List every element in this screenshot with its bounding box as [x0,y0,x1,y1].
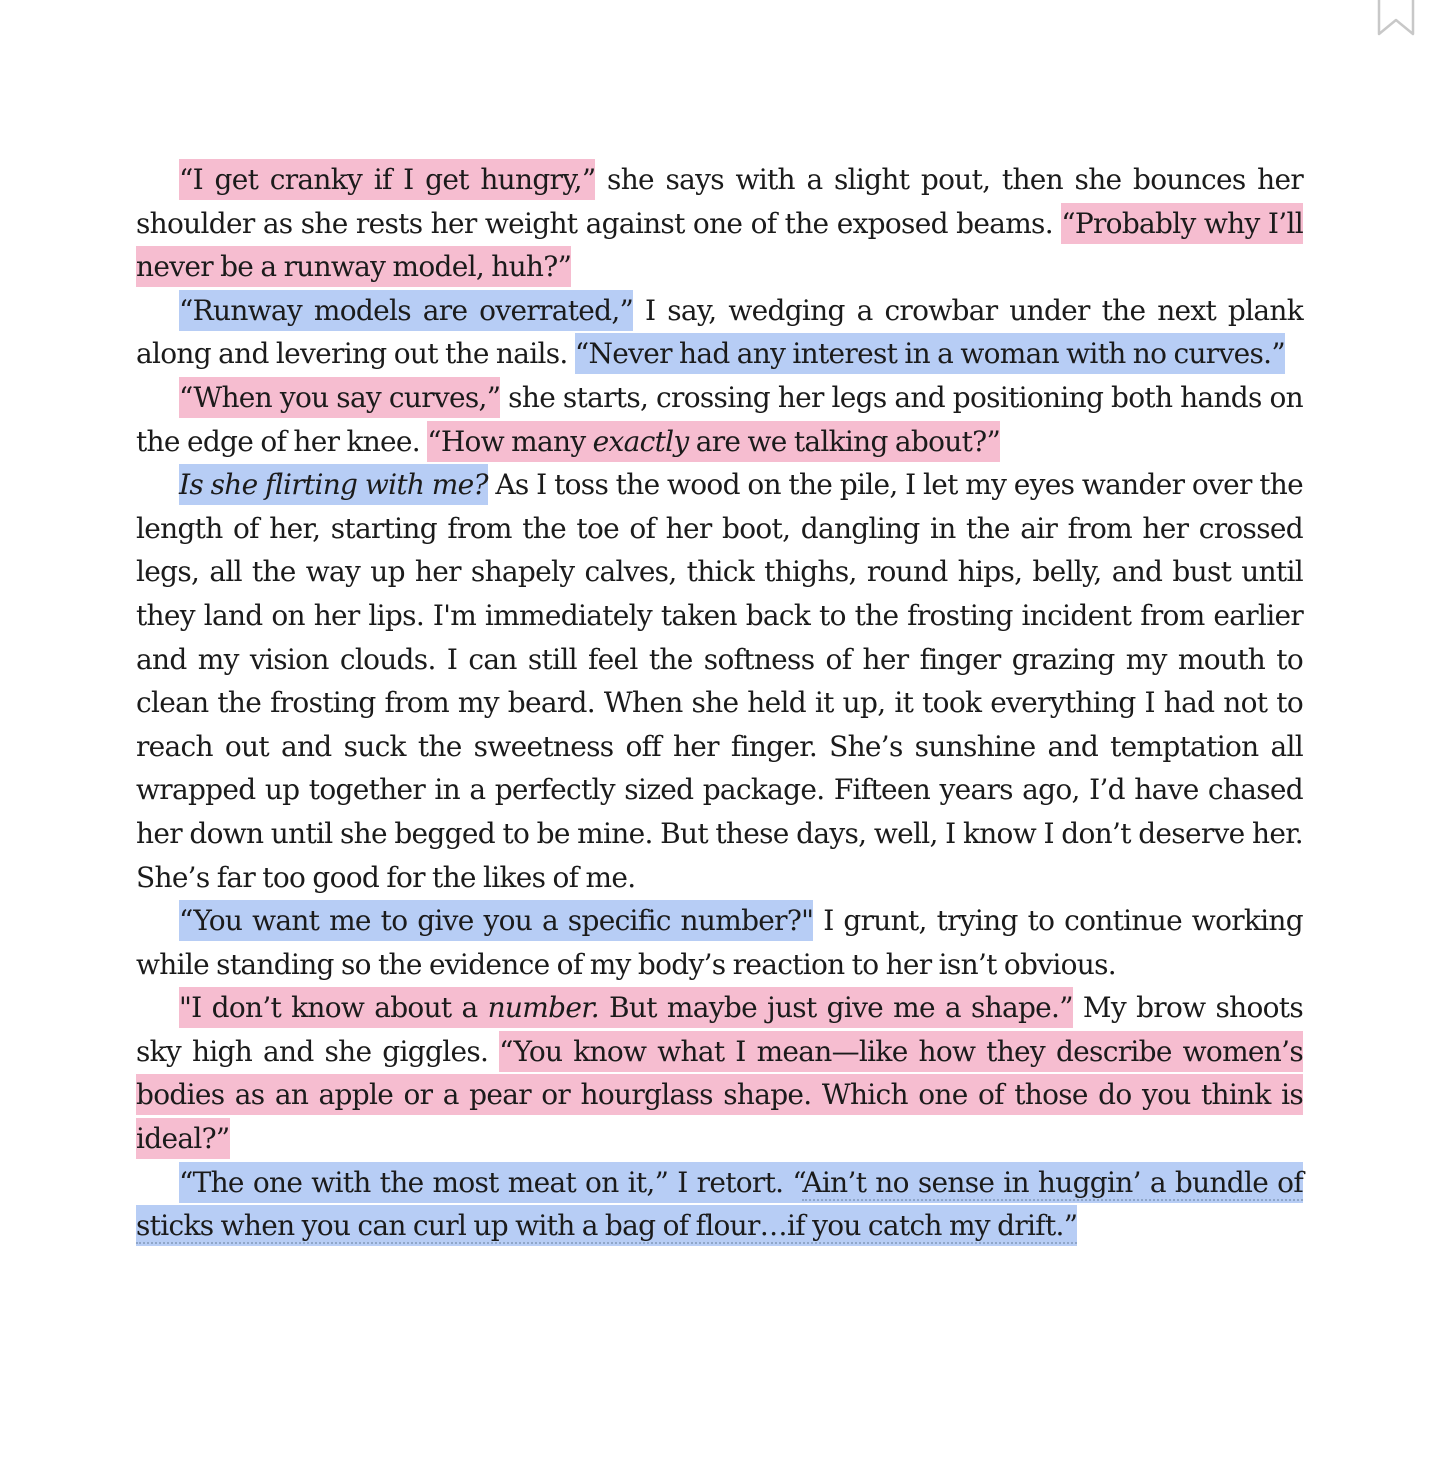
highlight-text: But maybe just give me a shape.” [599,991,1073,1025]
highlight-pink[interactable] [427,421,1000,462]
highlight-pink[interactable]: “When you say curves,” [179,377,500,418]
reading-page [136,158,1303,1248]
narration-text: she says with a slight pout, then she bounces her shoulder as she rests her weight against one of the exposed beams. [136,163,1304,240]
highlight-pink[interactable]: “Probably why I’ll never be a runway model, huh?” [136,203,1303,288]
narration-text: I grunt, trying to continue working while standing so the evidence of my body’s reaction to her isn’t obvious. [136,904,1303,981]
highlight-text: “The one with the most meat on it,” I retort. “ [179,1165,803,1199]
highlight-emphasis: number. [487,991,599,1025]
paragraph-3 [136,376,1303,463]
note-underline[interactable]: Ain’t no sense in huggin’ a bundle of sticks when you can curl up with a bag of flour…if you catch my drift.” [136,1165,1303,1243]
paragraph-4 [136,463,1303,899]
narration-text: As I toss the wood on the pile, I let my eyes wander over the length of her, starting from the toe of her boot, dangling in the air from her crossed legs, all the way up her shapely calves, thick thighs, round hips, belly, and bust until they land on her lips. I'm immediately taken back to the frosting incident from earlier and my vision clouds. I can still feel the softness of her finger grazing my mouth to clean the frosting from my beard. When she held it up, it took everything I had not to reach out and suck the sweetness off her finger. She’s sunshine and temptation all wrapped up together in a perfectly sized package. Fifteen years ago, I’d have chased her down until she begged to be mine. But these days, well, I know I don’t deserve her. She’s far too good for the likes of me. [136,468,1303,894]
highlight-blue[interactable]: “Never had any interest in a woman with no curves.” [575,333,1285,374]
highlight-blue-with-note[interactable] [136,1162,1303,1247]
paragraph-5 [136,899,1303,986]
paragraph-7 [136,1161,1303,1248]
narration-text: I say, wedging a crowbar under the next plank along and levering out the nails. [136,293,1303,371]
paragraph-6 [136,986,1303,1160]
paragraph-1 [136,158,1303,289]
paragraph-2 [136,289,1303,376]
highlight-text: are we talking about?” [688,424,1001,458]
highlight-blue[interactable]: Is she flirting with me? [179,464,488,505]
narration-text: My brow shoots sky high and she giggles. [136,991,1303,1068]
highlight-pink[interactable]: “You know what I mean—like how they describe women’s bodies as an apple or a pear or hourglass shape. Which one of those do you think is ideal?” [136,1031,1303,1159]
highlight-blue[interactable]: “Runway models are overrated,” [179,290,633,331]
highlight-text: "I don’t know about a [179,991,488,1025]
highlight-text: “How many [427,424,593,458]
highlight-pink[interactable]: “I get cranky if I get hungry,” [179,159,595,200]
narration-text: she starts, crossing her legs and positioning both hands on the edge of her knee. [136,380,1303,458]
highlight-pink[interactable] [179,987,1073,1028]
bookmark-icon[interactable] [1376,0,1416,40]
highlight-emphasis: exactly [592,424,689,458]
highlight-blue[interactable]: “You want me to give you a specific number?" [179,900,813,941]
